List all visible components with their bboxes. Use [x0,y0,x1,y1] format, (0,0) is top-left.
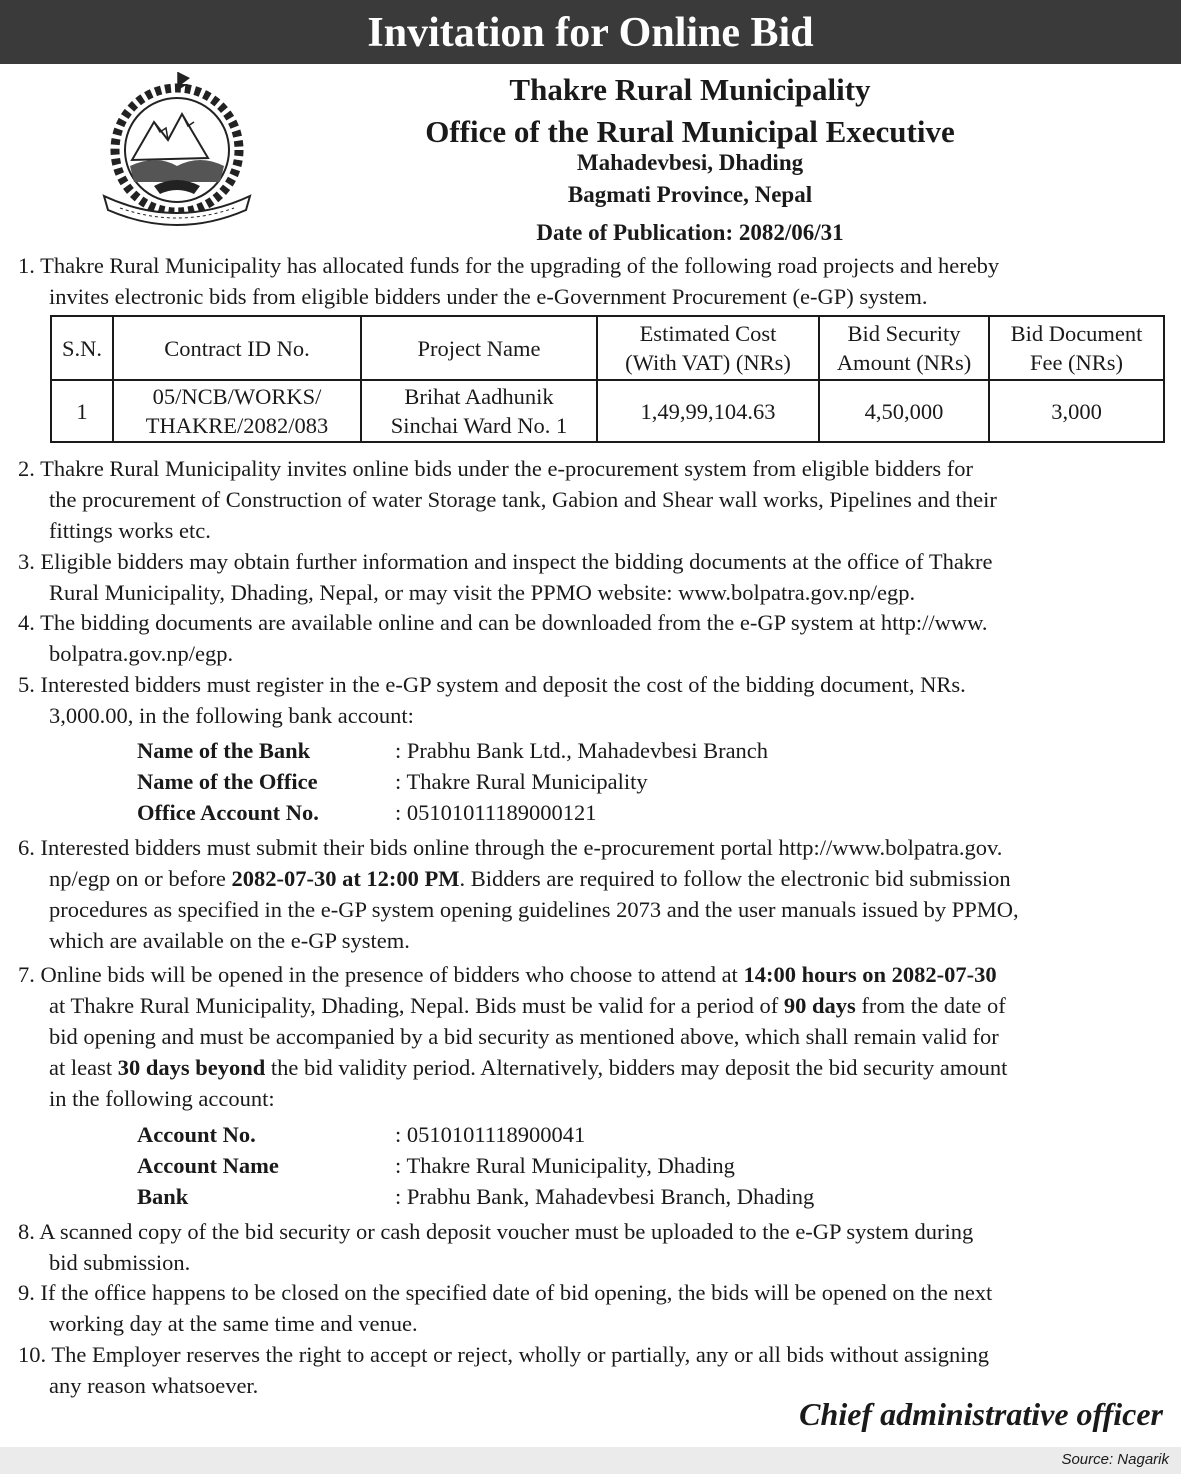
para-text: Rural Municipality, Dhading, Nepal, or may visit the PPMO website: www.bolpatra.gov.np/egp. [49,580,916,605]
para-text: The Employer reserves the right to accept or reject, wholly or partially, any or all bids without assigning [51,1342,989,1367]
para-number: 10. [18,1342,47,1367]
paragraph-2 [18,453,1164,546]
validity-text: 90 days [783,993,856,1018]
header-estimated-cost [597,316,819,380]
header-line: Amount (NRs) [836,350,972,375]
cell-line: Sinchai Ward No. 1 [390,413,568,438]
para-text: which are available on the e-GP system. [49,928,410,953]
office-name: Office of the Rural Municipal Executive [425,114,955,149]
para-text: Thakre Rural Municipality invites online bids under the e-procurement system from eligible bidders for [40,456,973,481]
para-text: . Bidders are required to follow the electronic bid submission [459,866,1011,891]
kv-value: : 05101011189000121 [395,800,597,825]
para-text: If the office happens to be closed on the specified date of bid opening, the bids will be opened on the next [40,1280,993,1305]
header-line: Bid Security [847,321,961,346]
para-text: Eligible bidders may obtain further information and inspect the bidding documents at the office of Thakre [40,549,993,574]
para-number: 9. [18,1280,35,1305]
bank-details-1 [137,735,768,828]
header-line: Fee (NRs) [1029,350,1124,375]
cell-line: Brihat Aadhunik [404,384,554,409]
para-text: Thakre Rural Municipality has allocated funds for the upgrading of the following road projects and hereby [40,253,1000,278]
para-text: np/egp on or before [49,866,232,891]
paragraph-1 [18,250,1164,312]
municipality-name: Thakre Rural Municipality [509,72,871,107]
cell-bid-security: 4,50,000 [819,380,989,442]
para-text: at Thakre Rural Municipality, Dhading, Nepal. Bids must be valid for a period of [49,993,784,1018]
header-document-fee [989,316,1164,380]
paragraph-6 [18,832,1164,956]
office-province: Bagmati Province, Nepal [567,182,813,207]
kv-value: : Thakre Rural Municipality [395,769,648,794]
para-text: the bid validity period. Alternatively, bidders may deposit the bid security amount [265,1055,1008,1080]
cell-line: THAKRE/2082/083 [145,413,329,438]
header-contract-id: Contract ID No. [113,316,361,380]
notice-title: Invitation for Online Bid [367,10,814,56]
kv-key: Name of the Office [137,769,318,794]
cell-line: 05/NCB/WORKS/ [152,384,322,409]
paragraph-10 [18,1339,1164,1401]
opening-time-text: 14:00 hours on 2082-07-30 [743,962,997,987]
para-number: 7. [18,962,35,987]
deadline-text: 2082-07-30 at 12:00 PM [231,866,460,891]
para-text: Online bids will be opened in the presence of bidders who choose to attend at [40,962,744,987]
kv-key: Account Name [137,1153,279,1178]
kv-key: Office Account No. [137,800,319,825]
security-validity-text: 30 days beyond [117,1055,266,1080]
para-number: 6. [18,835,35,860]
paragraph-9 [18,1277,1164,1339]
table-row [51,380,1164,442]
kv-key: Account No. [137,1122,256,1147]
office-location: Mahadevbesi, Dhading [576,150,804,175]
kv-value: : Prabhu Bank Ltd., Mahadevbesi Branch [395,738,769,763]
para-text: bid submission. [49,1250,191,1275]
para-text: in the following account: [49,1086,275,1111]
para-text: the procurement of Construction of water Storage tank, Gabion and Shear wall works, Pipelines and their [49,487,997,512]
kv-value: : Prabhu Bank, Mahadevbesi Branch, Dhading [395,1184,815,1209]
signature-title: Chief administrative officer [799,1396,1163,1432]
para-number: 8. [18,1219,35,1244]
para-number: 1. [18,253,35,278]
publication-date: Date of Publication: 2082/06/31 [536,220,844,245]
nepal-emblem-icon [96,70,258,228]
header-line: Bid Document [1010,321,1143,346]
header-sn: S.N. [51,316,113,380]
para-number: 3. [18,549,35,574]
para-text: fittings works etc. [49,518,211,543]
source-credit: Source: Nagarik [1061,1451,1169,1468]
para-text: 3,000.00, in the following bank account: [49,703,414,728]
cell-sn: 1 [51,380,113,442]
kv-row [137,735,768,766]
cell-estimated-cost: 1,49,99,104.63 [597,380,819,442]
table-header-row [51,316,1164,380]
kv-row [137,797,768,828]
kv-key: Name of the Bank [137,738,311,763]
header-line: Estimated Cost [639,321,777,346]
header-bid-security [819,316,989,380]
header-project-name: Project Name [361,316,597,380]
source-bar [0,1447,1181,1474]
cell-contract-id [113,380,361,442]
para-text: working day at the same time and venue. [49,1311,418,1336]
paragraph-7 [18,959,1164,1114]
cell-project-name [361,380,597,442]
para-number: 2. [18,456,35,481]
para-text: A scanned copy of the bid security or cash deposit voucher must be uploaded to the e-GP system during [39,1219,974,1244]
kv-value: : Thakre Rural Municipality, Dhading [395,1153,735,1178]
bid-table [50,315,1165,443]
notice-title-banner [0,0,1181,64]
paragraph-3 [18,546,1164,608]
para-text: procedures as specified in the e-GP system opening guidelines 2073 and the user manuals issued by PPMO, [49,897,1019,922]
para-number: 4. [18,610,35,635]
para-number: 5. [18,672,35,697]
paragraph-4 [18,607,1164,669]
kv-row [137,1150,814,1181]
para-text: any reason whatsoever. [49,1373,259,1398]
kv-row [137,766,768,797]
para-text: The bidding documents are available online and can be downloaded from the e-GP system at http://www. [40,610,988,635]
kv-row [137,1119,814,1150]
paragraph-5 [18,669,1164,731]
cell-document-fee: 3,000 [989,380,1164,442]
header-line: (With VAT) (NRs) [625,350,791,375]
para-text: Interested bidders must register in the e-GP system and deposit the cost of the bidding document, NRs. [40,672,966,697]
kv-row [137,1181,814,1212]
para-text: bid opening and must be accompanied by a bid security as mentioned above, which shall remain valid for [49,1024,999,1049]
para-text: bolpatra.gov.np/egp. [49,641,234,666]
para-text: at least [49,1055,118,1080]
para-text: invites electronic bids from eligible bidders under the e-Government Procurement (e-GP) system. [49,284,928,309]
para-text: from the date of [855,993,1006,1018]
kv-key: Bank [137,1184,189,1209]
kv-value: : 0510101118900041 [395,1122,586,1147]
para-text: Interested bidders must submit their bids online through the e-procurement portal http://www.bolpatra.gov. [40,835,1003,860]
bank-details-2 [137,1119,814,1212]
paragraph-8 [18,1216,1164,1278]
